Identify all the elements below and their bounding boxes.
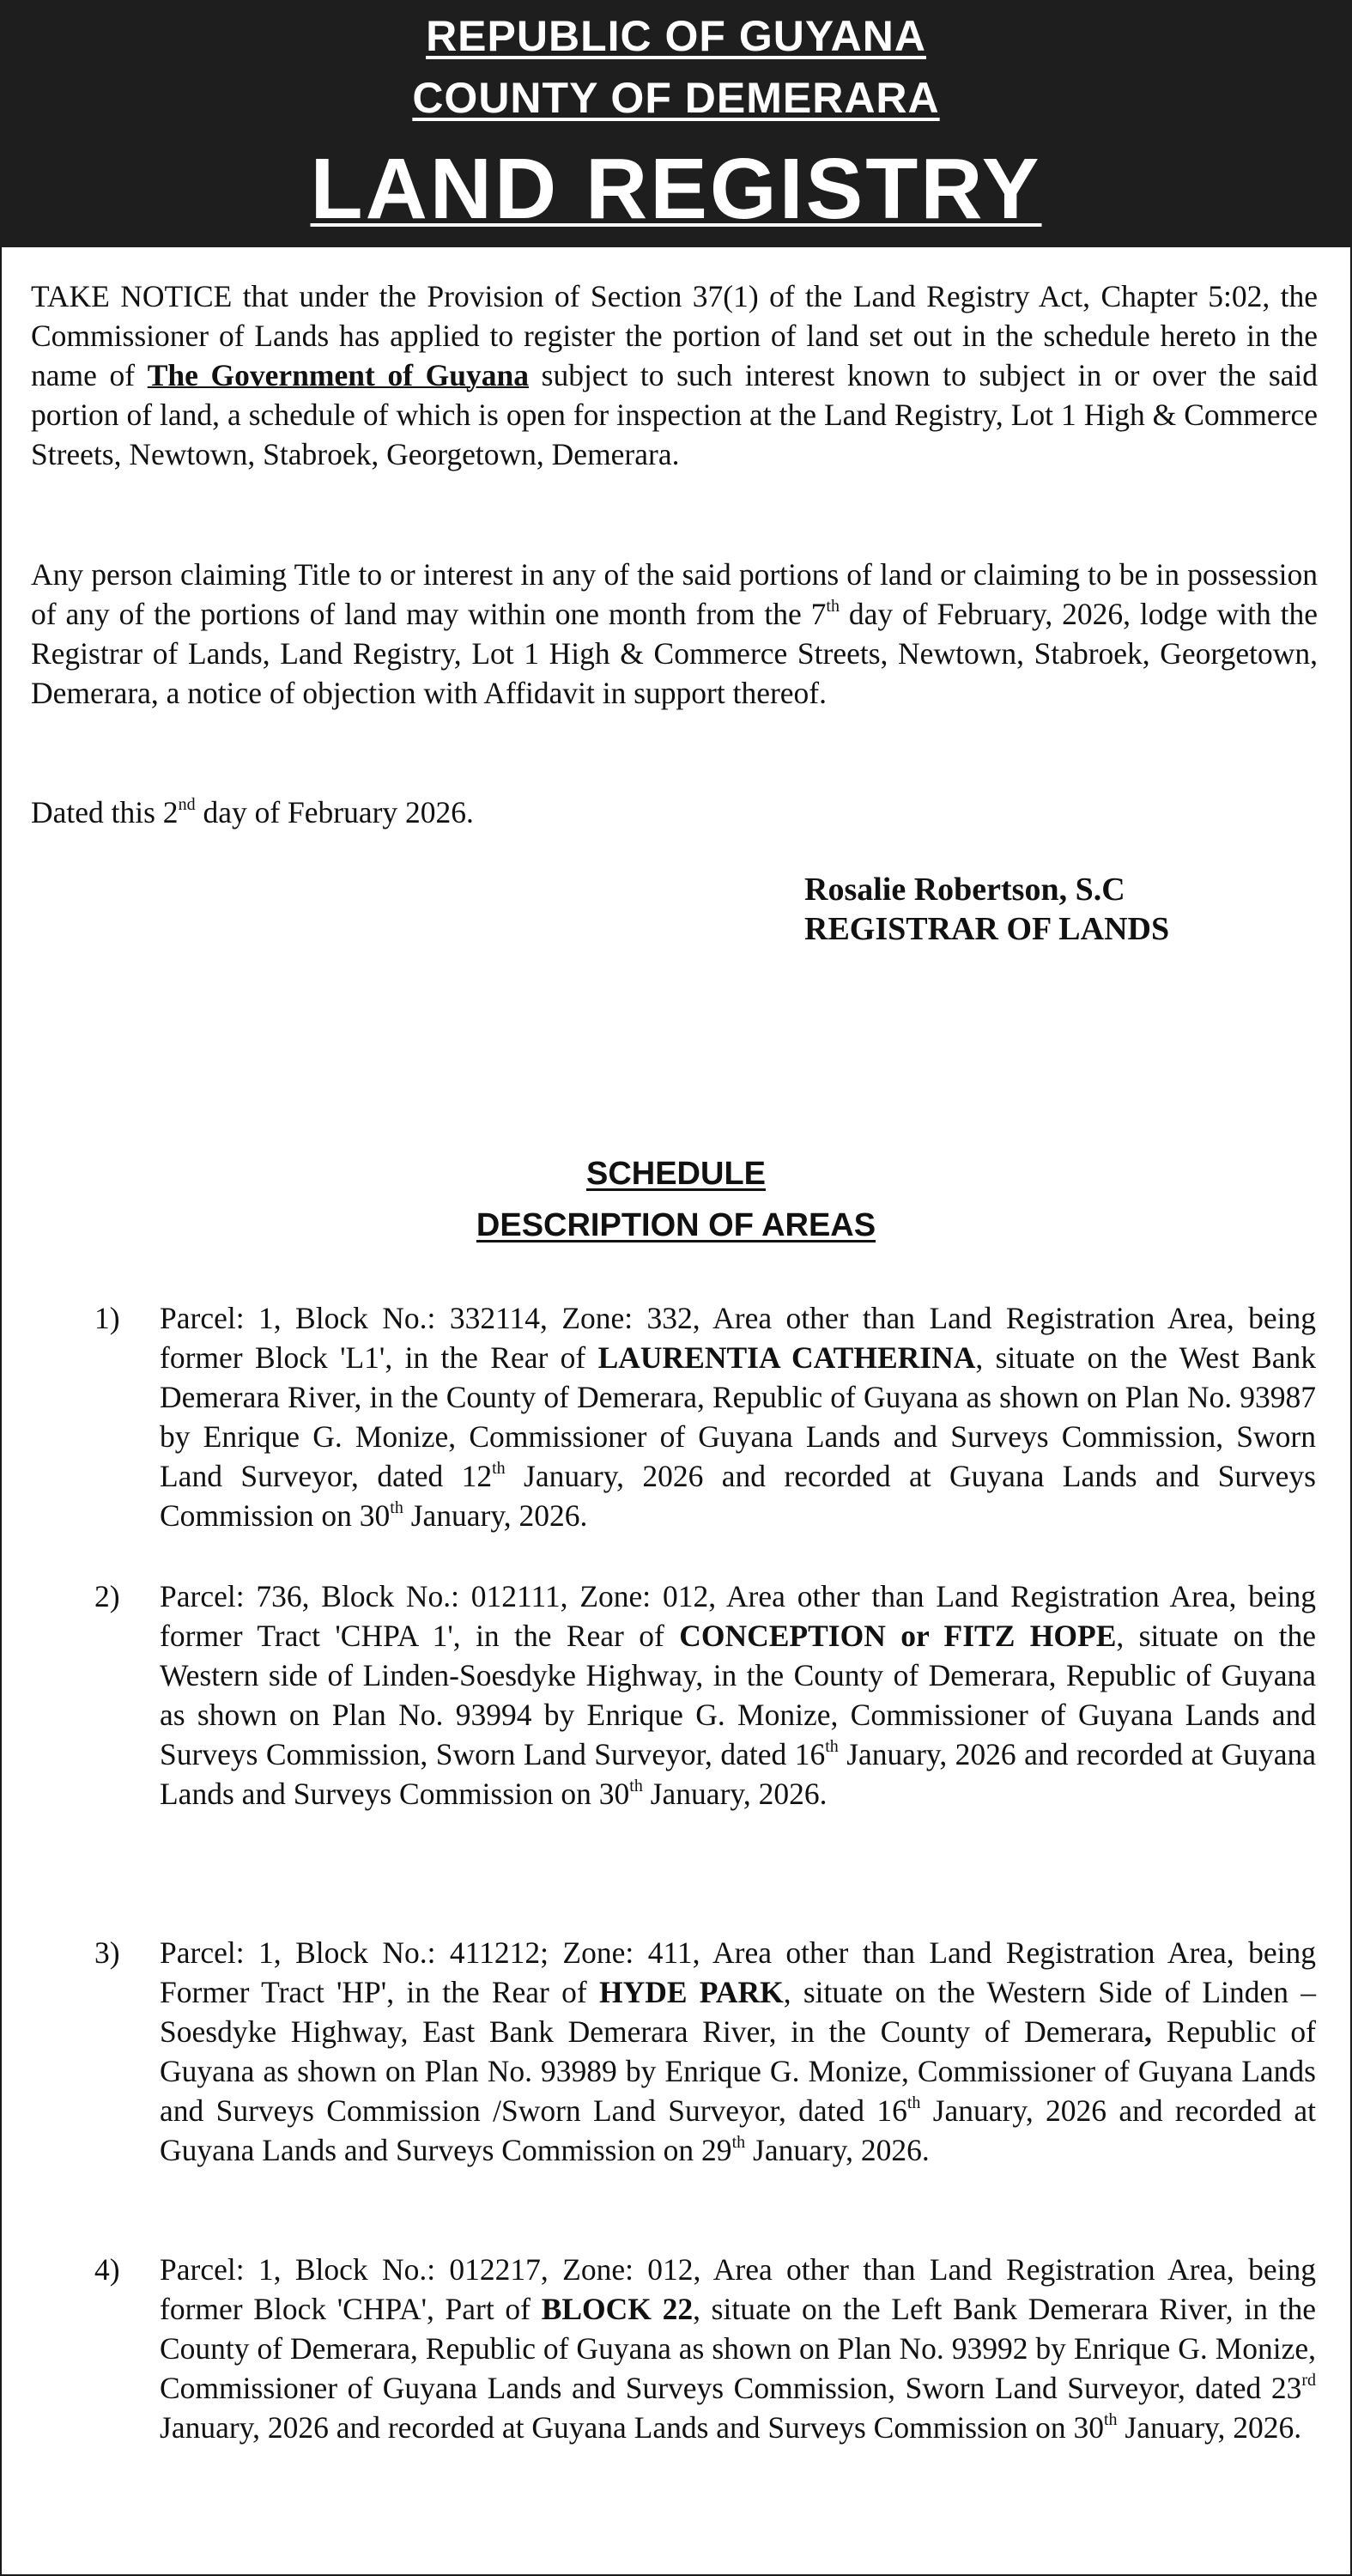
item-text-d: January, 2026.: [1117, 2410, 1302, 2445]
item-text-c: January, 2026 and recorded at Guyana Lands and Surveys Commission on 30: [160, 1459, 1316, 1533]
schedule-item-number: 4): [94, 2252, 120, 2287]
header-land-registry: LAND REGISTRY: [310, 141, 1042, 237]
item-text-b2: Republic of Guyana as shown on Plan No. 93989 by Enrique G. Monize, Commissioner of Guyana Lands and Surveys Commission /Sworn Land Surveyor, dated 16: [160, 2014, 1316, 2128]
header-county: COUNTY OF DEMERARA: [412, 74, 940, 122]
item-text-b: , situate on the West Bank Demerara River, in the County of Demerara, Republic of Guyana as shown on Plan No. 93987 by Enrique G. Monize, Commissioner of Guyana Lands and Surveys Commission, Sworn Land Surveyor, dated 12: [160, 1340, 1316, 1493]
item-sup-1: th: [825, 1737, 839, 1756]
applicant-name: The Government of Guyana: [147, 358, 530, 392]
signature-block: [804, 870, 1169, 949]
dated-text-b: day of February 2026.: [195, 795, 474, 829]
schedule-subtitle: DESCRIPTION OF AREAS: [476, 1207, 876, 1243]
registrar-name: Rosalie Robertson, S.C: [804, 872, 1125, 908]
schedule-item: [160, 1298, 1316, 1535]
schedule-item: [160, 2250, 1316, 2447]
item-text-a: Parcel: 1, Block No.: 411212; Zone: 411, Area other than Land Registration Area, being Former Tract 'HP', in the Rear of: [160, 1935, 1316, 2009]
item-text-d: January, 2026.: [745, 2133, 930, 2167]
schedule-item-number: 1): [94, 1301, 120, 1335]
dated-text-a: Dated this 2: [31, 795, 179, 829]
notice-p1-text-b: subject to such interest known to subject in or over the said portion of land, a schedule of which is open for inspection at the Land Registry, Lot 1 High & Commerce Streets, Newtown, Stabroek, Georgetown, Demerara.: [31, 358, 1318, 471]
item-text-c: January, 2026 and recorded at Guyana Lands and Surveys Commission on 30: [160, 2410, 1104, 2445]
item-text-c: January, 2026 and recorded at Guyana Lands and Surveys Commission on 29: [160, 2093, 1316, 2167]
item-text-b: , situate on the Left Bank Demerara River, in the County of Demerara, Republic of Guyana as shown on Plan No. 93992 by Enrique G. Monize, Commissioner of Guyana Lands and Surveys Commission, Sworn Land Surveyor, dated 23: [160, 2292, 1316, 2405]
header-banner: [0, 0, 1352, 247]
item-bold-comma: ,: [1144, 2014, 1152, 2049]
notice-paragraph-1: [31, 276, 1318, 474]
item-sup-2: th: [731, 2133, 746, 2152]
notice-paragraph-2: [31, 555, 1318, 713]
schedule-item: [160, 1577, 1316, 1814]
schedule-item-number: 3): [94, 1935, 120, 1970]
notice-p2-text-a: Any person claiming Title to or interest in any of the said portions of land or claiming to be in possession of any of the portions of land may within one month from the 7: [31, 557, 1318, 631]
item-sup-1: rd: [1301, 2371, 1316, 2390]
item-text-d: January, 2026.: [403, 1498, 588, 1533]
item-text-a: Parcel: 1, Block No.: 012217, Zone: 012, Area other than Land Registration Area, being former Block 'CHPA', Part of: [160, 2252, 1316, 2326]
item-text-a: Parcel: 736, Block No.: 012111, Zone: 012, Area other than Land Registration Area, being former Tract 'CHPA 1', in the Rear of: [160, 1579, 1316, 1653]
notice-p2-text-b: day of February, 2026, lodge with the Registrar of Lands, Land Registry, Lot 1 High & Commerce Streets, Newtown, Stabroek, Georgetown, Demerara, a notice of objection with Affidavit in support thereof.: [31, 597, 1319, 710]
notice-p2-sup: th: [826, 597, 840, 616]
schedule-item-number: 2): [94, 1579, 120, 1613]
item-text-d: January, 2026.: [642, 1777, 828, 1811]
item-sup-1: th: [492, 1459, 506, 1478]
item-place: LAURENTIA CATHERINA: [597, 1340, 976, 1375]
item-sup-2: th: [1103, 2410, 1118, 2429]
item-text-b: , situate on the Western Side of Linden – Soesdyke Highway, East Bank Demerara River, in the County of Demerara: [160, 1975, 1316, 2049]
item-sup-2: th: [390, 1498, 403, 1517]
item-sup-2: th: [629, 1777, 643, 1795]
dated-line: [31, 793, 1318, 832]
item-sup-1: th: [906, 2093, 921, 2112]
registrar-title: REGISTRAR OF LANDS: [804, 911, 1170, 947]
item-text-a: Parcel: 1, Block No.: 332114, Zone: 332, Area other than Land Registration Area, being former Block 'L1', in the Rear of: [160, 1301, 1316, 1375]
header-republic: REPUBLIC OF GUYANA: [426, 12, 926, 60]
item-text-c: January, 2026 and recorded at Guyana Lands and Surveys Commission on 30: [160, 1737, 1316, 1811]
item-place: HYDE PARK: [598, 1975, 784, 2009]
notice-p1-text-a: TAKE NOTICE that under the Provision of Section 37(1) of the Land Registry Act, Chapter 5:02, the Commissioner of Lands has applied to register the portion of land set out in the schedule hereto in the name of: [31, 279, 1318, 392]
schedule-title: SCHEDULE: [585, 1156, 767, 1192]
item-place: BLOCK 22: [541, 2292, 694, 2326]
schedule-item: [160, 1933, 1316, 2170]
item-text-b: , situate on the Western side of Linden-Soesdyke Highway, in the County of Demerara, Republic of Guyana as shown on Plan No. 93994 by Enrique G. Monize, Commissioner of Guyana Lands and Surveys Commission, Sworn Land Surveyor, dated 16: [160, 1619, 1316, 1771]
dated-sup: nd: [178, 795, 196, 814]
item-place: CONCEPTION or FITZ HOPE: [679, 1619, 1117, 1653]
schedule-heading: [0, 1148, 1352, 1251]
